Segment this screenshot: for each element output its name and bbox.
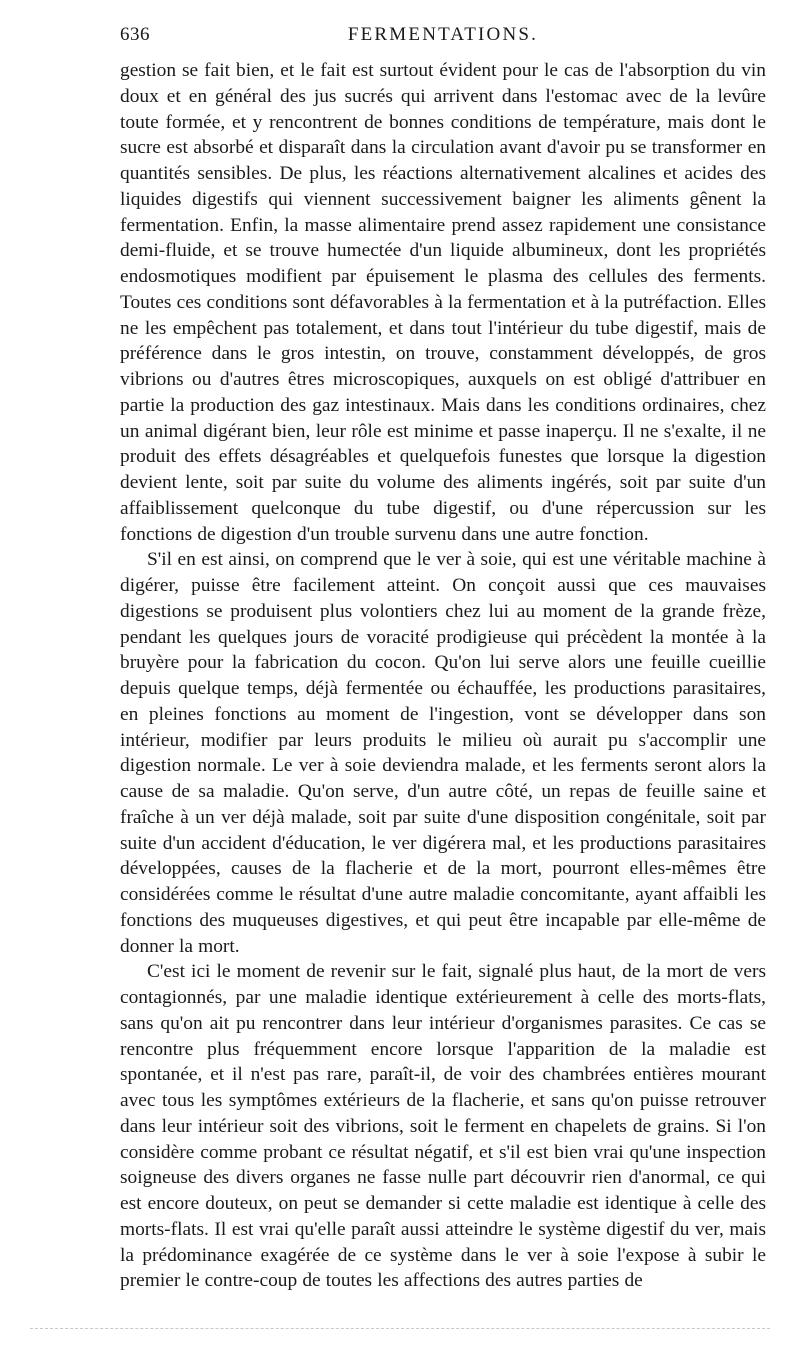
- paragraph-silkworm-digestion: S'il en est ainsi, on comprend que le ver à soie, qui est une véritable machine à digérer, puisse être facilement atteint. On conçoit aussi que ces mauvaises digestions se produisent plus volontiers chez lui au moment de la grande frèze, pendant les quelques jours de voracité prodigieuse qui précèdent la montée à la bruyère pour la fabrication du cocon. Qu'on lui serve alors une feuille cueillie depuis quelque temps, déjà fermentée ou échauffée, les productions parasitaires, en pleines fonctions au moment de l'ingestion, vont se développer dans son intérieur, modifier par leurs produits le milieu où aurait pu s'accomplir une digestion normale. Le ver à soie deviendra malade, et les ferments seront alors la cause de sa maladie. Qu'on serve, d'un autre côté, un repas de feuille saine et fraîche à un ver déjà malade, soit par suite d'une disposition congénitale, soit par suite d'un accident d'éducation, le ver digérera mal, et les productions parasitaires développées, causes de la flacherie et de la mort, pourront elles-mêmes être considérées comme le résultat d'une autre maladie concomitante, ayant affaibli les fonctions des muqueuses digestives, et qui peut être incapable par elle-même de donner la mort.: [120, 549, 766, 957]
- page-number: 636: [120, 24, 150, 45]
- body-text: [120, 58, 766, 1294]
- running-head: [120, 18, 766, 52]
- paragraph-morts-flats: C'est ici le moment de revenir sur le fait, signalé plus haut, de la mort de vers contagionnés, par une maladie identique extérieurement à celle des morts-flats, sans qu'on ait pu rencontrer dans leur intérieur d'organismes parasites. Ce cas se rencontre plus fréquemment encore lorsque l'apparition de la maladie est spontanée, et il n'est pas rare, paraît-il, de voir des chambrées entières mourant avec tous les symptômes extérieurs de la flacherie, et sans qu'on puisse retrouver dans leur intérieur soit des vibrions, soit le ferment en chapelets de grains. Si l'on considère comme probant ce résultat négatif, et s'il est bien vrai qu'une inspection soigneuse des divers organes ne fasse nulle part découvrir rien d'anormal, ce qui est encore douteux, on peut se demander si cette maladie est identique à celle des morts-flats. Il est vrai qu'elle paraît aussi atteindre le système digestif du ver, mais la prédominance exagérée de ce système dans le ver à soie l'expose à subir le premier le contre-coup de toutes les affections des autres parties de: [120, 961, 766, 1292]
- running-title: FERMENTATIONS.: [347, 24, 539, 45]
- scan-bottom-edge: [30, 1328, 770, 1329]
- paragraph-continued: gestion se fait bien, et le fait est surtout évident pour le cas de l'absorption du vin doux et en général des jus sucrés qui arrivent dans l'estomac avec de la levûre toute formée, et y rencontrent de bonnes conditions de température, mais dont le sucre est absorbé et disparaît dans la circulation avant d'avoir pu se transformer en quantités sensibles. De plus, les réactions alternativement alcalines et acides des liquides digestifs qui viennent successivement baigner les aliments gênent la fermentation. Enfin, la masse alimentaire prend assez rapidement une consistance demi-fluide, et se trouve humectée d'un liquide albumineux, dont les propriétés endosmotiques modifient par épuisement le plasma des cellules des ferments. Toutes ces conditions sont défavorables à la fermentation et à la putréfaction. Elles ne les empêchent pas totalement, et dans tout l'intérieur du tube digestif, mais de préférence dans le gros intestin, on trouve, constamment développés, de gros vibrions ou d'autres êtres microscopiques, auxquels on est obligé d'attribuer en partie la production des gaz intestinaux. Mais dans les conditions ordinaires, chez un animal digérant bien, leur rôle est minime et passe inaperçu. Il ne s'exalte, il ne produit des effets désagréables et quelquefois funestes que lorsque la digestion devient lente, soit par suite du volume des aliments ingérés, soit par suite d'un affaiblissement quelconque du tube digestif, ou d'une répercussion sur les fonctions de digestion d'un trouble survenu dans une autre fonction.: [120, 60, 766, 545]
